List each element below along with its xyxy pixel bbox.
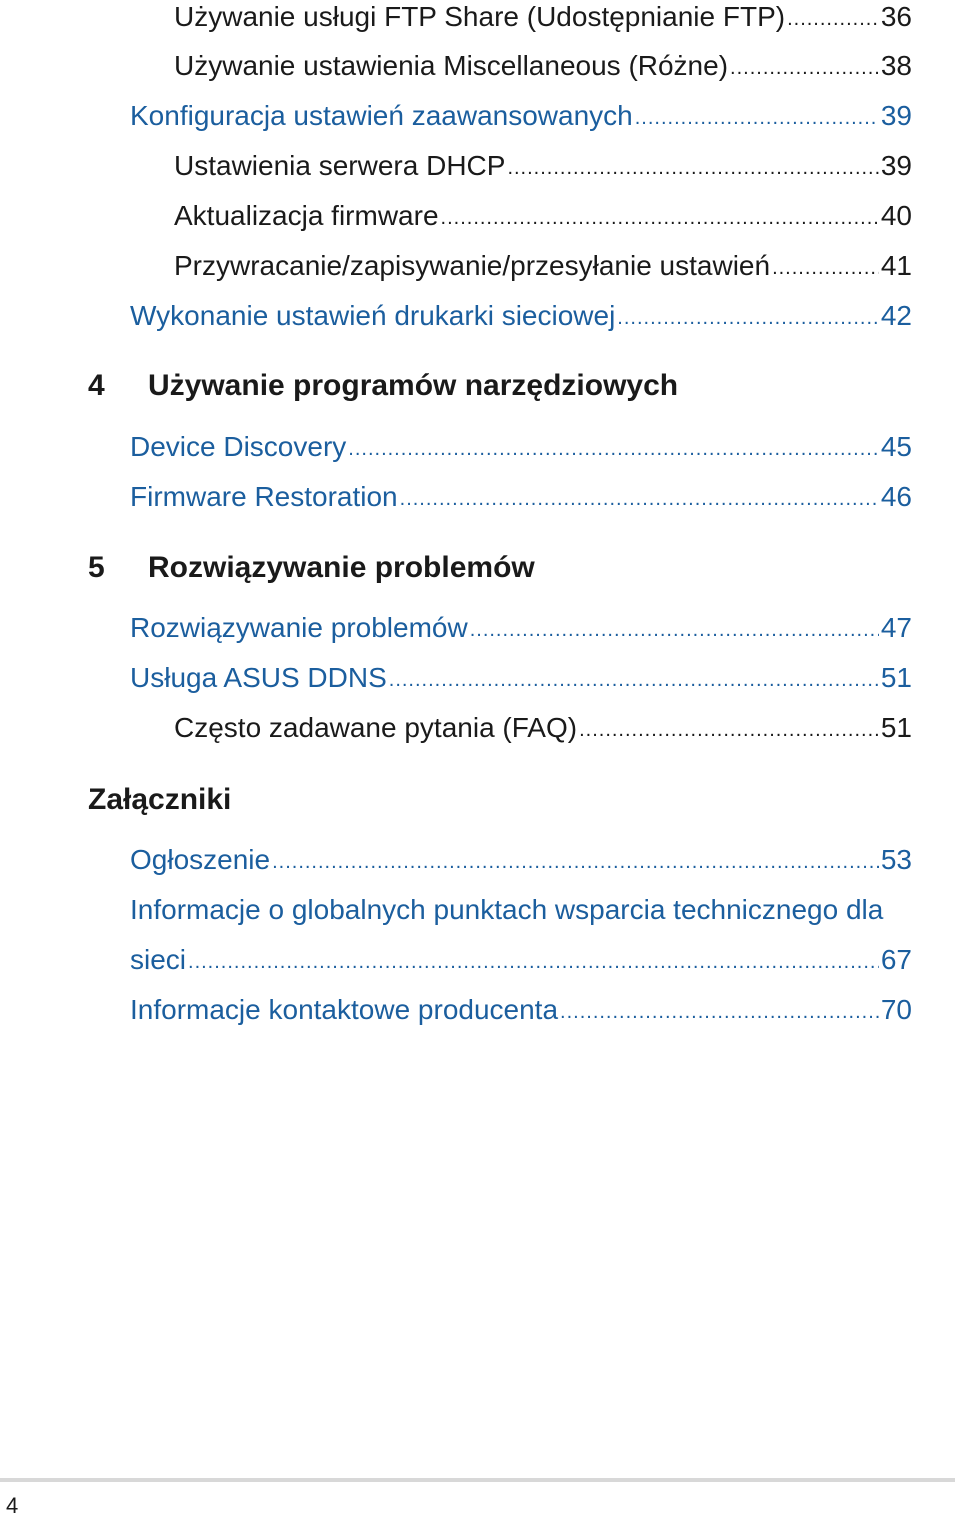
toc-entry-troubleshooting[interactable] [130,611,912,648]
toc-entry-label: Rozwiązywanie problemów [130,612,468,643]
toc-entry-dhcp[interactable] [174,149,912,186]
toc-leader-dots [470,613,879,647]
appendix-heading: Załączniki [88,783,232,816]
toc-leader-dots [560,995,879,1029]
toc-entry-notices[interactable] [130,843,912,880]
toc-entry-label: Aktualizacja firmware [174,200,439,231]
toc-entry-manufacturer-contact[interactable] [130,993,912,1030]
toc-entry-label: Konfiguracja ustawień zaawansowanych [130,100,633,131]
chapter-title: Używanie programów narzędziowych [148,369,679,402]
toc-entry-asus-ddns[interactable] [130,661,912,698]
footer-divider [0,1478,955,1482]
toc-entry-page: 47 [880,612,912,643]
toc-entry-page: 51 [880,662,912,693]
toc-entry-label: Używanie usługi FTP Share (Udostępnianie FTP) [174,1,786,32]
toc-entry-support-sites[interactable] [130,943,912,980]
toc-leader-dots [635,101,879,135]
toc-entry-restore-settings[interactable] [174,249,912,286]
toc-entry-page: 45 [880,431,912,462]
toc-entry-page: 40 [880,200,912,231]
toc-entry-page: 53 [880,844,912,875]
toc-leader-dots [389,663,879,697]
page-number: 4 [6,1493,19,1518]
toc-entry-label: Ustawienia serwera DHCP [174,150,506,181]
toc-entry-faq[interactable] [174,711,912,748]
toc-leader-dots [787,2,879,36]
toc-entry-support-first-line[interactable]: Informacje o globalnych punktach wsparcia technicznego dla [130,894,884,925]
toc-entry-label: sieci [130,944,187,975]
toc-entry-advanced-settings[interactable] [130,99,912,136]
toc-entry-label: Ogłoszenie [130,844,271,875]
toc-leader-dots [579,713,879,747]
chapter-title: Rozwiązywanie problemów [148,551,535,584]
toc-entry-page: 46 [880,481,912,512]
toc-entry-label: Usługa ASUS DDNS [130,662,387,693]
toc-leader-dots [188,945,879,979]
toc-leader-dots [507,151,878,185]
toc-leader-dots [348,432,879,466]
toc-entry-label: Przywracanie/zapisywanie/przesyłanie ustawień [174,250,771,281]
toc-entry-page: 42 [880,300,912,331]
toc-entry-page: 39 [880,100,912,131]
toc-entry-label: Często zadawane pytania (FAQ) [174,712,578,743]
toc-entry-label: Używanie ustawienia Miscellaneous (Różne) [174,50,729,81]
toc-entry-label: Wykonanie ustawień drukarki sieciowej [130,300,616,331]
toc-entry-ftp-share[interactable] [174,0,912,37]
toc-leader-dots [617,301,879,335]
toc-entry-miscellaneous[interactable] [174,49,912,86]
toc-leader-dots [400,482,879,516]
toc-entry-label: Firmware Restoration [130,481,398,512]
toc-leader-dots [441,201,879,235]
toc-entry-firmware-restoration[interactable] [130,480,912,517]
chapter-number: 5 [88,551,105,584]
toc-leader-dots [772,251,879,285]
toc-entry-page: 70 [880,994,912,1025]
toc-entry-device-discovery[interactable] [130,430,912,467]
toc-entry-page: 51 [880,712,912,743]
toc-entry-label: Device Discovery [130,431,347,462]
toc-leader-dots [730,51,879,85]
toc-entry-network-printer[interactable] [130,299,912,336]
toc-leader-dots [272,845,879,879]
toc-entry-page: 41 [880,250,912,281]
toc-entry-page: 38 [880,50,912,81]
toc-entry-firmware-update[interactable] [174,199,912,236]
chapter-number: 4 [88,369,105,402]
toc-entry-page: 39 [880,150,912,181]
toc-entry-label: Informacje kontaktowe producenta [130,994,559,1025]
toc-entry-page: 36 [880,1,912,32]
toc-entry-page: 67 [880,944,912,975]
